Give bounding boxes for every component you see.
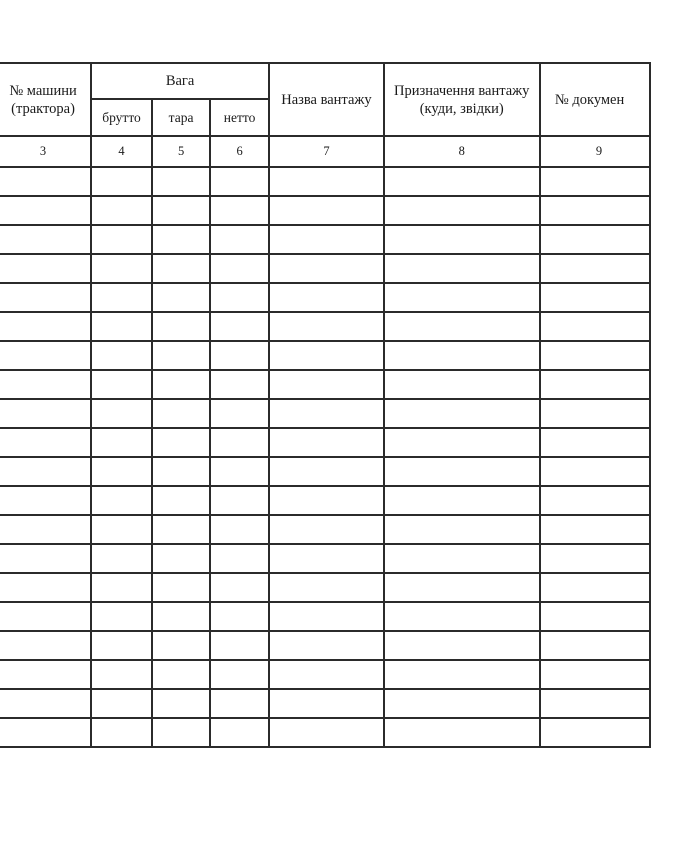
ledger-cell[interactable]: [210, 312, 270, 341]
ledger-cell[interactable]: [384, 312, 540, 341]
ledger-cell[interactable]: [152, 573, 210, 602]
ledger-cell[interactable]: [0, 718, 91, 747]
header-weight: [91, 63, 270, 99]
column-number: 3: [0, 136, 91, 167]
column-number: 9: [540, 136, 650, 167]
ledger-cell[interactable]: [269, 689, 383, 718]
ledger-cell[interactable]: [384, 225, 540, 254]
ledger-cell[interactable]: [384, 457, 540, 486]
header-cargo-name: [269, 63, 383, 136]
ledger-cell[interactable]: [384, 341, 540, 370]
ledger-cell[interactable]: [540, 312, 650, 341]
ledger-cell[interactable]: [152, 312, 210, 341]
ledger-cell[interactable]: [384, 283, 540, 312]
ledger-cell[interactable]: [384, 196, 540, 225]
ledger-cell[interactable]: [0, 544, 91, 573]
ledger-cell[interactable]: [269, 196, 383, 225]
ledger-cell[interactable]: [0, 341, 91, 370]
ledger-cell[interactable]: [540, 399, 650, 428]
ledger-cell[interactable]: [0, 486, 91, 515]
ledger-cell[interactable]: [269, 370, 383, 399]
ledger-cell[interactable]: [269, 312, 383, 341]
ledger-cell[interactable]: [269, 660, 383, 689]
ledger-cell[interactable]: [540, 515, 650, 544]
ledger-cell[interactable]: [540, 602, 650, 631]
ledger-cell[interactable]: [91, 399, 153, 428]
ledger-cell[interactable]: [91, 457, 153, 486]
ledger-cell[interactable]: [540, 196, 650, 225]
column-number: 7: [269, 136, 383, 167]
ledger-cell[interactable]: [91, 312, 153, 341]
ledger-row: [0, 167, 650, 196]
header-gross: [91, 99, 153, 136]
ledger-cell[interactable]: [91, 660, 153, 689]
ledger-cell[interactable]: [210, 486, 270, 515]
ledger-cell[interactable]: [210, 370, 270, 399]
ledger-row: [0, 196, 650, 225]
ledger-cell[interactable]: [384, 718, 540, 747]
ledger-cell[interactable]: [91, 689, 153, 718]
column-number: 5: [152, 136, 210, 167]
ledger-cell[interactable]: [152, 486, 210, 515]
ledger-cell[interactable]: [0, 167, 91, 196]
ledger-cell[interactable]: [540, 225, 650, 254]
ledger-cell[interactable]: [540, 457, 650, 486]
header-net: [210, 99, 270, 136]
ledger-cell[interactable]: [269, 341, 383, 370]
ledger-row: [0, 312, 650, 341]
ledger-row: [0, 457, 650, 486]
ledger-cell[interactable]: [540, 718, 650, 747]
ledger-cell[interactable]: [384, 689, 540, 718]
ledger-cell[interactable]: [210, 283, 270, 312]
ledger-cell[interactable]: [384, 631, 540, 660]
ledger-cell[interactable]: [91, 196, 153, 225]
ledger-cell[interactable]: [152, 196, 210, 225]
ledger-cell[interactable]: [384, 660, 540, 689]
column-number: 8: [384, 136, 540, 167]
header-vehicle-no: [0, 63, 91, 136]
ledger-cell[interactable]: [0, 515, 91, 544]
ledger-cell[interactable]: [269, 602, 383, 631]
ledger-cell[interactable]: [91, 341, 153, 370]
ledger-cell[interactable]: [91, 225, 153, 254]
ledger-cell[interactable]: [0, 573, 91, 602]
ledger-cell[interactable]: [91, 573, 153, 602]
ledger-row: [0, 225, 650, 254]
ledger-cell[interactable]: [152, 631, 210, 660]
ledger-cell[interactable]: [269, 399, 383, 428]
ledger-cell[interactable]: [540, 254, 650, 283]
ledger-cell[interactable]: [210, 602, 270, 631]
ledger-row: [0, 428, 650, 457]
ledger-cell[interactable]: [152, 225, 210, 254]
ledger-cell[interactable]: [210, 428, 270, 457]
ledger-row: [0, 370, 650, 399]
ledger-cell[interactable]: [210, 544, 270, 573]
ledger-cell[interactable]: [269, 254, 383, 283]
ledger-cell[interactable]: [210, 399, 270, 428]
ledger-cell[interactable]: [540, 486, 650, 515]
ledger-row: [0, 399, 650, 428]
header-row: [0, 63, 650, 99]
ledger-cell[interactable]: [210, 660, 270, 689]
ledger-cell[interactable]: [0, 196, 91, 225]
ledger-body: [0, 167, 650, 747]
ledger-cell[interactable]: [0, 428, 91, 457]
ledger-cell[interactable]: [384, 399, 540, 428]
ledger-row: [0, 602, 650, 631]
ledger-cell[interactable]: [269, 225, 383, 254]
ledger-cell[interactable]: [91, 718, 153, 747]
ledger-cell[interactable]: [269, 428, 383, 457]
ledger-cell[interactable]: [384, 544, 540, 573]
ledger-cell[interactable]: [152, 602, 210, 631]
ledger-row: [0, 486, 650, 515]
ledger-cell[interactable]: [91, 544, 153, 573]
ledger-row: [0, 341, 650, 370]
ledger-cell[interactable]: [210, 689, 270, 718]
header-document-no-label: № докумен: [554, 91, 625, 108]
ledger-cell[interactable]: [0, 631, 91, 660]
ledger-cell[interactable]: [152, 660, 210, 689]
ledger-cell[interactable]: [152, 544, 210, 573]
ledger-row: [0, 515, 650, 544]
ledger-cell[interactable]: [210, 196, 270, 225]
ledger-cell[interactable]: [91, 602, 153, 631]
header-vehicle-no-label: № машини: [9, 82, 77, 99]
ledger-cell[interactable]: [384, 573, 540, 602]
column-number-row: [0, 136, 650, 167]
header-net-label: нетто: [223, 109, 256, 125]
ledger-cell[interactable]: [152, 167, 210, 196]
ledger-cell[interactable]: [0, 283, 91, 312]
ledger-cell[interactable]: [152, 399, 210, 428]
cargo-ledger-table: [0, 62, 651, 748]
header-weight-label: Вага: [165, 73, 195, 89]
header-cargo-name-label: Назва вантажу: [281, 91, 372, 108]
ledger-row: [0, 718, 650, 747]
ledger-cell[interactable]: [91, 428, 153, 457]
ledger-cell[interactable]: [210, 573, 270, 602]
ledger-cell[interactable]: [91, 254, 153, 283]
ledger-cell[interactable]: [91, 283, 153, 312]
header-destination-sublabel: (куди, звідки): [419, 100, 504, 117]
ledger-cell[interactable]: [0, 689, 91, 718]
ledger-cell[interactable]: [540, 428, 650, 457]
ledger-cell[interactable]: [384, 515, 540, 544]
ledger-cell[interactable]: [0, 457, 91, 486]
ledger-cell[interactable]: [540, 283, 650, 312]
ledger-cell[interactable]: [152, 254, 210, 283]
ledger-cell[interactable]: [152, 370, 210, 399]
ledger-cell[interactable]: [91, 486, 153, 515]
header-destination: [384, 63, 540, 136]
header-document-no: [540, 63, 650, 136]
ledger-cell[interactable]: [384, 167, 540, 196]
ledger-cell[interactable]: [152, 428, 210, 457]
ledger-cell[interactable]: [269, 457, 383, 486]
ledger-cell[interactable]: [540, 544, 650, 573]
ledger-cell[interactable]: [540, 167, 650, 196]
ledger-row: [0, 283, 650, 312]
ledger-cell[interactable]: [152, 341, 210, 370]
ledger-cell[interactable]: [384, 428, 540, 457]
ledger-cell[interactable]: [0, 660, 91, 689]
ledger-cell[interactable]: [384, 254, 540, 283]
ledger-cell[interactable]: [540, 689, 650, 718]
ledger-row: [0, 544, 650, 573]
ledger-cell[interactable]: [210, 718, 270, 747]
ledger-cell[interactable]: [269, 167, 383, 196]
ledger-cell[interactable]: [91, 515, 153, 544]
ledger-cell[interactable]: [152, 718, 210, 747]
ledger-cell[interactable]: [384, 370, 540, 399]
ledger-cell[interactable]: [210, 167, 270, 196]
ledger-cell[interactable]: [269, 515, 383, 544]
ledger-cell[interactable]: [384, 602, 540, 631]
ledger-cell[interactable]: [269, 486, 383, 515]
ledger-cell[interactable]: [210, 515, 270, 544]
ledger-cell[interactable]: [210, 631, 270, 660]
ledger-cell[interactable]: [152, 515, 210, 544]
ledger-row: [0, 660, 650, 689]
ledger-cell[interactable]: [269, 544, 383, 573]
ledger-cell[interactable]: [269, 631, 383, 660]
ledger-cell[interactable]: [269, 573, 383, 602]
ledger-cell[interactable]: [0, 602, 91, 631]
ledger-row: [0, 631, 650, 660]
ledger-cell[interactable]: [0, 225, 91, 254]
ledger-cell[interactable]: [0, 254, 91, 283]
ledger-cell[interactable]: [210, 254, 270, 283]
ledger-cell[interactable]: [210, 457, 270, 486]
ledger-cell[interactable]: [540, 370, 650, 399]
ledger-cell[interactable]: [210, 225, 270, 254]
ledger-cell[interactable]: [0, 370, 91, 399]
header-tare: [152, 99, 210, 136]
ledger-cell[interactable]: [152, 457, 210, 486]
ledger-cell[interactable]: [384, 486, 540, 515]
ledger-row: [0, 689, 650, 718]
ledger-cell[interactable]: [0, 312, 91, 341]
ledger-row: [0, 573, 650, 602]
ledger-cell[interactable]: [91, 631, 153, 660]
header-gross-label: брутто: [102, 109, 141, 125]
ledger-row: [0, 254, 650, 283]
ledger-cell[interactable]: [152, 283, 210, 312]
ledger-cell[interactable]: [210, 341, 270, 370]
header-vehicle-no-sublabel: (трактора): [11, 100, 75, 117]
column-number: 4: [91, 136, 153, 167]
ledger-cell[interactable]: [269, 283, 383, 312]
ledger-cell[interactable]: [540, 660, 650, 689]
ledger-cell[interactable]: [540, 631, 650, 660]
header-tare-label: тара: [168, 109, 194, 125]
column-number: 6: [210, 136, 270, 167]
ledger-cell[interactable]: [91, 370, 153, 399]
ledger-cell[interactable]: [152, 689, 210, 718]
ledger-cell[interactable]: [91, 167, 153, 196]
ledger-cell[interactable]: [540, 341, 650, 370]
header-destination-label: Призначення вантажу: [394, 82, 530, 99]
ledger-cell[interactable]: [540, 573, 650, 602]
ledger-cell[interactable]: [0, 399, 91, 428]
ledger-cell[interactable]: [269, 718, 383, 747]
